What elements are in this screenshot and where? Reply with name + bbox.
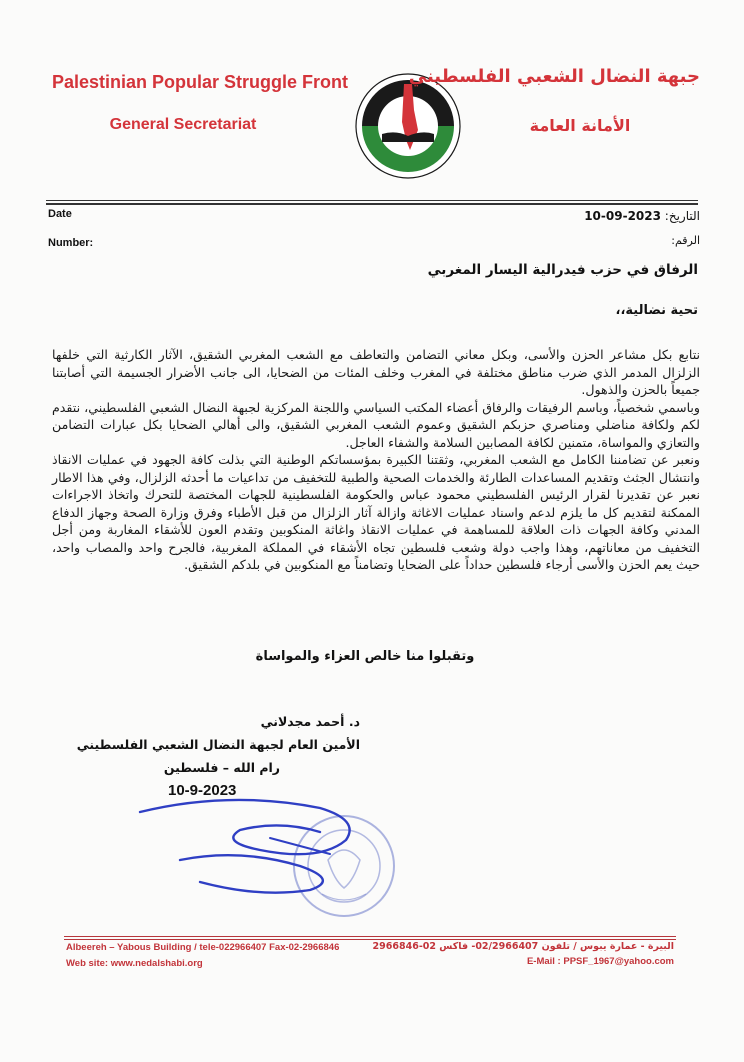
number-label-arabic: الرقم: bbox=[671, 234, 700, 247]
letter-body bbox=[52, 346, 700, 574]
header-english-title: Palestinian Popular Struggle Front bbox=[52, 72, 349, 92]
header-divider-thick bbox=[46, 203, 698, 205]
footer-divider bbox=[64, 936, 676, 937]
body-paragraph: نتابع بكل مشاعر الحزن والأسى، وبكل معاني التضامن والتعاطف مع الشعب المغربي الشقيق، الآثار الكارثية التي خلفها الزلزال المدمر الذي ضرب مناطق مختلفة في المغرب وخلف المئات من الضحايا، الى جانب الأضرار الجسيمة التي أصابتنا جميعاً بالحزن والذهول. bbox=[52, 347, 700, 397]
date-field-arabic bbox=[584, 209, 700, 223]
date-label-english: Date bbox=[48, 208, 72, 220]
handwritten-signature bbox=[120, 790, 380, 900]
handwritten-date: 10-9-2023 bbox=[168, 782, 237, 799]
signatory-title: الأمين العام لجبهة النضال الشعبي الفلسطيني bbox=[76, 737, 360, 752]
letter-recipient: الرفاق في حزب فيدرالية اليسار المغربي bbox=[427, 262, 698, 278]
number-label-english: Number: bbox=[48, 237, 94, 249]
footer-divider-second bbox=[64, 939, 676, 940]
header-divider bbox=[46, 200, 698, 201]
footer-website-link[interactable]: Web site: www.nedalshabi.org bbox=[66, 958, 203, 969]
signatory-name: د. أحمد مجدلاني bbox=[260, 714, 360, 729]
body-paragraph: وباسمي شخصياً، وباسم الرفيقات والرفاق أعضاء المكتب السياسي واللجنة المركزية لجبهة النضال الشعبي الفلسطيني، نتقدم لكم ولكافة مناضلي ومناصري حزبكم الشقيق وعموم الشعب المغربي الشقيق، والى أهالي الضحايا بكل عبارات التضامن والتعازي والمواساة، متمنين لكافة المصابين السلامة والشفاء العاجل. bbox=[52, 399, 700, 450]
letter-greeting: تحية نضالية،، bbox=[615, 303, 698, 318]
footer-email-link[interactable]: E-Mail : PPSF_1967@yahoo.com bbox=[526, 956, 674, 967]
signatory-place: رام الله – فلسطين bbox=[163, 760, 280, 775]
letter-closing: وتقبلوا منا خالص العزاء والمواساة bbox=[255, 649, 475, 664]
footer-arabic-address: البيرة - عمارة يبوس / تلفون 02/2966407- فاكس 02-2966846 bbox=[372, 941, 674, 952]
header-arabic-title: جبهة النضال الشعبي الفلسطيني bbox=[408, 66, 700, 87]
date-value: 2023-09-10 bbox=[584, 209, 661, 223]
body-paragraph: ونعبر عن تضامننا الكامل مع الشعب المغربي، وثقتنا الكبيرة بمؤسساتكم الوطنية التي بذلت كافة الجهود في عمليات الانقاذ وانتشال الجثث وتقديم المساعدات الطارئة والخدمات الصحية والطبية للتخفيف من تداعيات ما أحدثه الزلزال، وفي هذا الاطار نعبر عن تقديرنا لقرار الرئيس الفلسطيني محمود عباس والحكومة الفلسطينية للجهات المختصة للتحرك واتخاذ الاجراءات الممكنة لتقديم كل ما يلزم لدعم واسناد عمليات الاغاثة وازالة آثار الزلزال من قبل الأطباء وفرق وزارة الصحة وجهاز الدفاع المدني وكافة الجهات ذات العلاقة للمساهمة في عمليات الانقاذ واغاثة المنكوبين وتقدم العون للأشقاء المغاربة ومن أجل التخفيف من معاناتهم، وهذا واجب دولة وشعب فلسطين تجاه الأشقاء في المملكة المغربية، فالجرح واحد والمصاب واحد، حيث يعم الحزن والأسى أرجاء فلسطين حداداً على الضحايا وتضامناً مع المنكوبين في بلدكم الشقيق. bbox=[52, 452, 700, 572]
date-label-arabic: التاريخ: bbox=[664, 209, 700, 223]
header-english-subtitle: General Secretariat bbox=[109, 116, 257, 133]
header-arabic-subtitle: الأمانة العامة bbox=[529, 116, 631, 135]
footer-english-address: Albeereh – Yabous Building / tele-022966407 Fax-02-2966846 bbox=[66, 942, 340, 953]
